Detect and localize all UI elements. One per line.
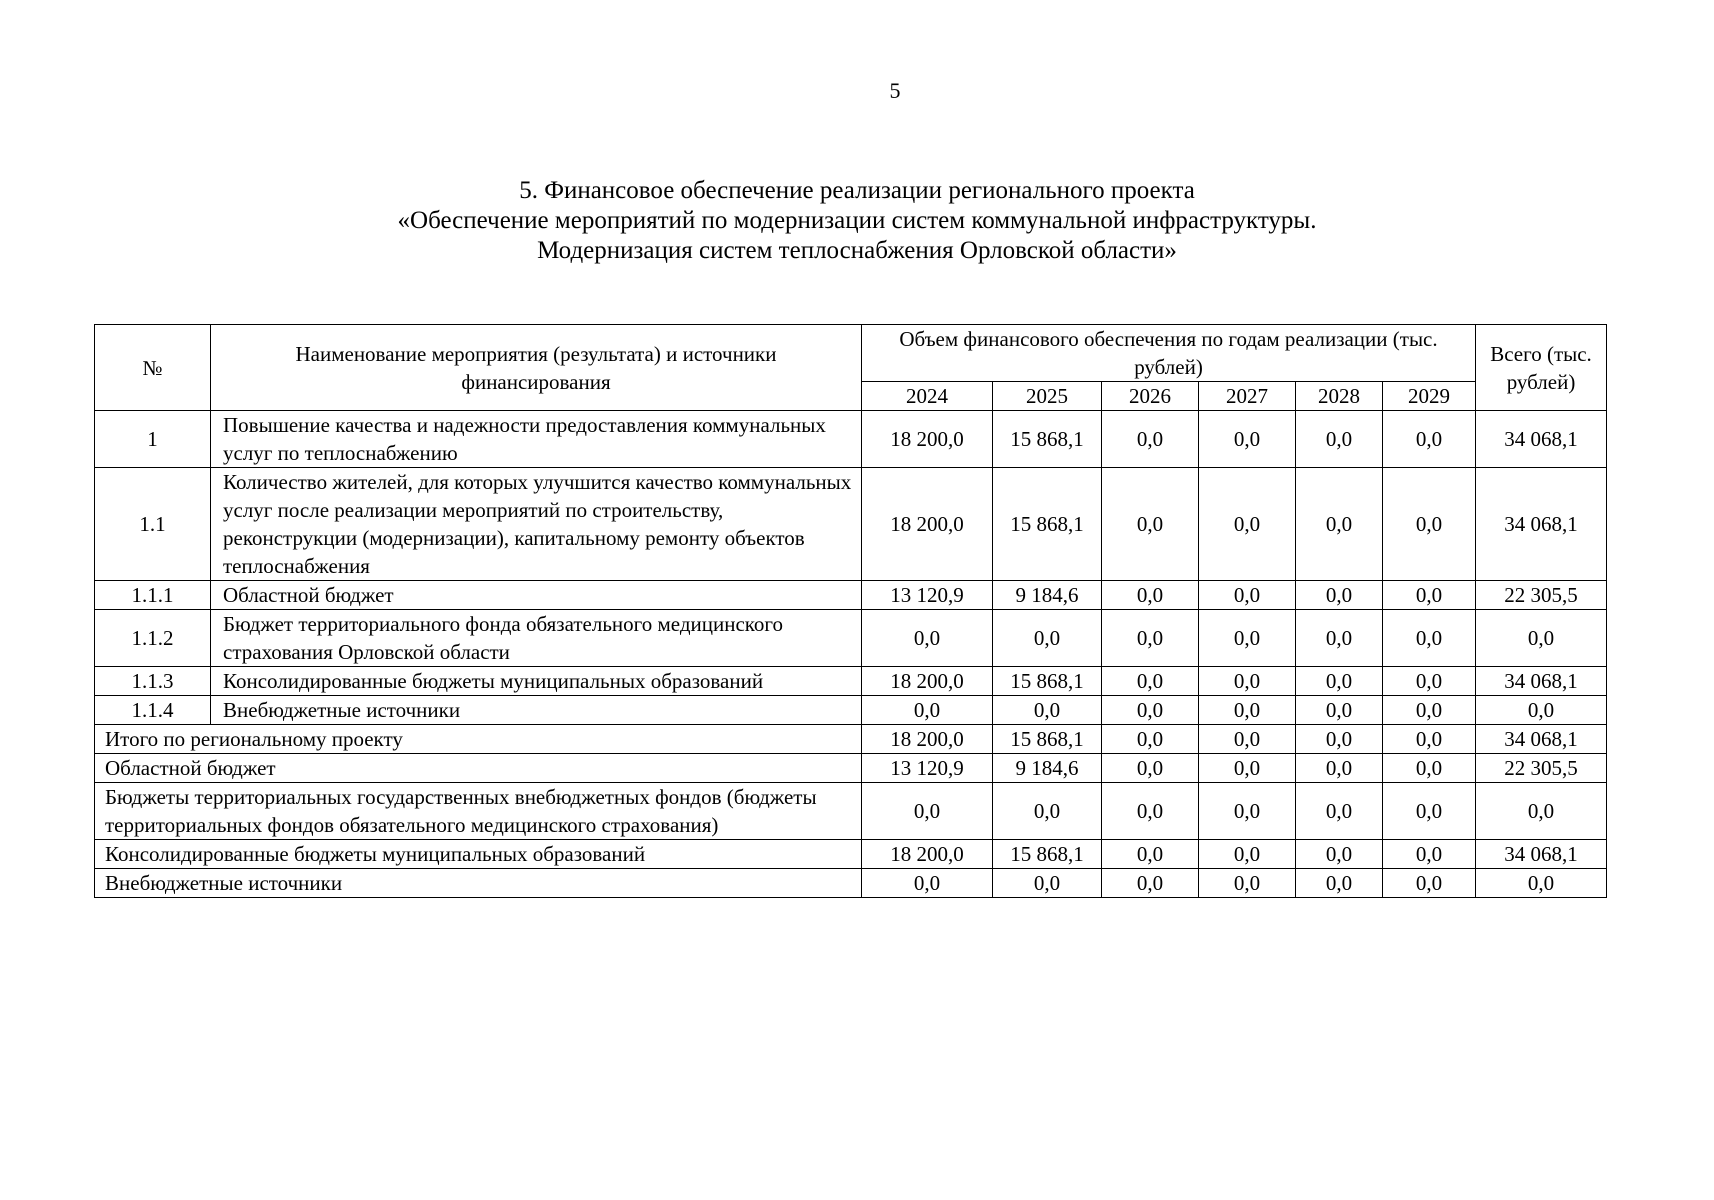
- row-value: 0,0: [1296, 468, 1383, 581]
- row-total: 34 068,1: [1476, 667, 1607, 696]
- row-value: 0,0: [993, 696, 1102, 725]
- header-year: 2027: [1199, 382, 1296, 411]
- row-value: 0,0: [1296, 667, 1383, 696]
- summary-value: 18 200,0: [862, 725, 993, 754]
- header-name: Наименование мероприятия (результата) и источники финансирования: [211, 325, 862, 411]
- summary-value: 0,0: [1199, 869, 1296, 898]
- header-year: 2029: [1383, 382, 1476, 411]
- summary-value: 0,0: [1102, 725, 1199, 754]
- summary-value: 0,0: [1102, 783, 1199, 840]
- summary-value: 0,0: [1199, 840, 1296, 869]
- table-row: [95, 468, 1607, 581]
- header-total: Всего (тыс. рублей): [1476, 325, 1607, 411]
- summary-value: 0,0: [1296, 725, 1383, 754]
- row-name: Областной бюджет: [211, 581, 862, 610]
- summary-value: 0,0: [1383, 840, 1476, 869]
- summary-row: [95, 869, 1607, 898]
- summary-value: 0,0: [1383, 783, 1476, 840]
- table-body: [95, 411, 1607, 898]
- row-name: Бюджет территориального фонда обязательного медицинского страхования Орловской области: [211, 610, 862, 667]
- row-value: 0,0: [1296, 581, 1383, 610]
- header-volume: Объем финансового обеспечения по годам реализации (тыс. рублей): [862, 325, 1476, 382]
- row-value: 0,0: [1199, 610, 1296, 667]
- row-total: 0,0: [1476, 610, 1607, 667]
- summary-name: Бюджеты территориальных государственных внебюджетных фондов (бюджеты территориальных фондов обязательного медицинского страхования): [95, 783, 862, 840]
- summary-total: 0,0: [1476, 783, 1607, 840]
- summary-total: 0,0: [1476, 869, 1607, 898]
- row-number: 1.1.4: [95, 696, 211, 725]
- summary-value: 0,0: [1102, 869, 1199, 898]
- row-value: 0,0: [1383, 610, 1476, 667]
- summary-row: [95, 754, 1607, 783]
- header-year: 2025: [993, 382, 1102, 411]
- row-value: 0,0: [1102, 667, 1199, 696]
- row-value: 0,0: [1199, 411, 1296, 468]
- row-total: 0,0: [1476, 696, 1607, 725]
- header-year: 2026: [1102, 382, 1199, 411]
- summary-row: [95, 840, 1607, 869]
- row-total: 34 068,1: [1476, 411, 1607, 468]
- summary-value: 0,0: [1296, 840, 1383, 869]
- summary-row: [95, 725, 1607, 754]
- financing-table: [94, 324, 1607, 898]
- row-total: 22 305,5: [1476, 581, 1607, 610]
- row-name: Количество жителей, для которых улучшится качество коммунальных услуг после реализации мероприятий по строительству, реконструкции (модернизации), капитальному ремонту объектов теплоснабжения: [211, 468, 862, 581]
- summary-value: 0,0: [1199, 783, 1296, 840]
- row-value: 0,0: [1199, 468, 1296, 581]
- summary-value: 0,0: [1102, 840, 1199, 869]
- row-value: 0,0: [1102, 581, 1199, 610]
- summary-value: 15 868,1: [993, 840, 1102, 869]
- header-year: 2024: [862, 382, 993, 411]
- row-value: 0,0: [1383, 696, 1476, 725]
- table-row: [95, 610, 1607, 667]
- row-value: 0,0: [1102, 610, 1199, 667]
- row-value: 0,0: [1199, 581, 1296, 610]
- row-number: 1.1.3: [95, 667, 211, 696]
- summary-total: 34 068,1: [1476, 725, 1607, 754]
- header-row: [95, 325, 1607, 382]
- summary-value: 0,0: [1383, 725, 1476, 754]
- row-value: 0,0: [1383, 468, 1476, 581]
- summary-value: 0,0: [993, 783, 1102, 840]
- row-name: Повышение качества и надежности предоставления коммунальных услуг по теплоснабжению: [211, 411, 862, 468]
- row-value: 0,0: [1102, 411, 1199, 468]
- row-value: 15 868,1: [993, 667, 1102, 696]
- summary-value: 0,0: [1296, 869, 1383, 898]
- row-number: 1.1.1: [95, 581, 211, 610]
- row-value: 13 120,9: [862, 581, 993, 610]
- summary-value: 0,0: [1199, 754, 1296, 783]
- summary-value: 0,0: [1296, 754, 1383, 783]
- summary-value: 0,0: [862, 783, 993, 840]
- header-number: №: [95, 325, 211, 411]
- row-name: Внебюджетные источники: [211, 696, 862, 725]
- row-value: 0,0: [1383, 411, 1476, 468]
- row-value: 0,0: [1296, 610, 1383, 667]
- row-value: 0,0: [1296, 696, 1383, 725]
- summary-value: 0,0: [1383, 754, 1476, 783]
- row-total: 34 068,1: [1476, 468, 1607, 581]
- summary-value: 0,0: [1102, 754, 1199, 783]
- row-value: 0,0: [1383, 667, 1476, 696]
- row-number: 1: [95, 411, 211, 468]
- row-value: 0,0: [862, 610, 993, 667]
- table-row: [95, 581, 1607, 610]
- summary-total: 34 068,1: [1476, 840, 1607, 869]
- row-value: 0,0: [1296, 411, 1383, 468]
- row-value: 0,0: [1199, 696, 1296, 725]
- summary-value: 0,0: [1199, 725, 1296, 754]
- summary-name: Внебюджетные источники: [95, 869, 862, 898]
- summary-value: 9 184,6: [993, 754, 1102, 783]
- row-value: 0,0: [1102, 696, 1199, 725]
- summary-value: 13 120,9: [862, 754, 993, 783]
- row-value: 9 184,6: [993, 581, 1102, 610]
- summary-name: Областной бюджет: [95, 754, 862, 783]
- row-value: 15 868,1: [993, 468, 1102, 581]
- row-value: 18 200,0: [862, 667, 993, 696]
- header-year: 2028: [1296, 382, 1383, 411]
- page-number: 5: [889, 78, 901, 103]
- row-value: 15 868,1: [993, 411, 1102, 468]
- summary-value: 0,0: [1383, 869, 1476, 898]
- row-value: 0,0: [993, 610, 1102, 667]
- row-value: 0,0: [1199, 667, 1296, 696]
- summary-value: 15 868,1: [993, 725, 1102, 754]
- row-name: Консолидированные бюджеты муниципальных образований: [211, 667, 862, 696]
- row-value: 18 200,0: [862, 468, 993, 581]
- table-row: [95, 411, 1607, 468]
- section-title: [0, 176, 1714, 266]
- row-value: 0,0: [862, 696, 993, 725]
- row-number: 1.1.2: [95, 610, 211, 667]
- summary-value: 0,0: [1296, 783, 1383, 840]
- summary-value: 18 200,0: [862, 840, 993, 869]
- row-value: 18 200,0: [862, 411, 993, 468]
- title-line: 5. Финансовое обеспечение реализации регионального проекта: [519, 177, 1195, 204]
- row-value: 0,0: [1102, 468, 1199, 581]
- row-value: 0,0: [1383, 581, 1476, 610]
- summary-name: Консолидированные бюджеты муниципальных образований: [95, 840, 862, 869]
- row-number: 1.1: [95, 468, 211, 581]
- summary-row: [95, 783, 1607, 840]
- summary-total: 22 305,5: [1476, 754, 1607, 783]
- table-row: [95, 696, 1607, 725]
- title-line: Модернизация систем теплоснабжения Орловской области»: [537, 237, 1177, 264]
- summary-name: Итого по региональному проекту: [95, 725, 862, 754]
- table-row: [95, 667, 1607, 696]
- summary-value: 0,0: [862, 869, 993, 898]
- title-line: «Обеспечение мероприятий по модернизации систем коммунальной инфраструктуры.: [397, 207, 1317, 234]
- summary-value: 0,0: [993, 869, 1102, 898]
